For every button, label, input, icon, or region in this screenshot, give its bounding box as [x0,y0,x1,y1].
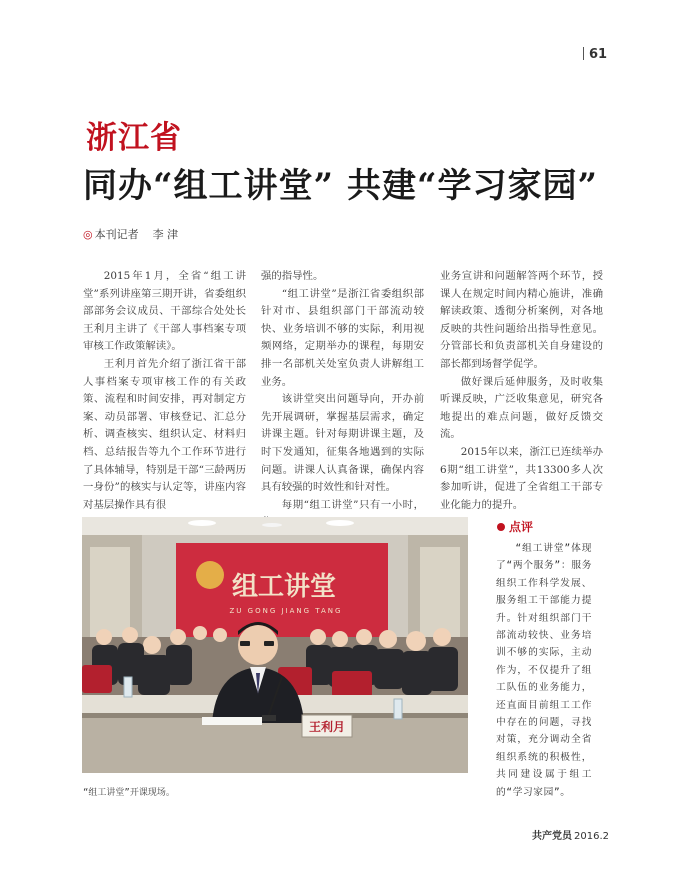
body-column-1 [83,268,246,514]
comment-text: “组工讲堂”体现了“两个服务”：服务组织工作科学发展、服务组工干部能力提升。针对组织部门干部流动较快、业务培训不够的实际，主动作为，不仅提升了组工队伍的业务能力，还直面目前组工工作中存在的问题，寻找对策，充分调动全省组织系统的积极性，共同建设属于组工的“学习家园”。 [496,543,592,798]
paragraph: 做好课后延伸服务，及时收集听课反映，广泛收集意见，研究各地提出的难点问题，做好反馈交流。 [440,375,603,441]
paragraph: 该讲堂突出问题导向，开办前先开展调研，掌握基层需求，确定讲课主题。针对每期讲课主题，及时下发通知，征集各地遇到的实际问题。讲课人认真备课，确保内容具有较强的时效性和针对性。 [261,393,424,494]
paragraph: “组工讲堂”是浙江省委组织部针对市、县组织部门干部流动较快、业务培训不够的实际，利用视频网络，定期举办的课程，每期安排一名部机关处室负责人讲解组工业务。 [261,287,424,388]
photo-caption: “组工讲堂”开课现场。 [83,788,175,798]
comment-heading: 点评 [497,518,533,535]
page-footer [532,827,609,842]
paragraph: 业务宣讲和问题解答两个环节，授课人在规定时间内精心施讲，准确解读政策、透彻分析案例，对各地反映的共性问题给出指导性意见。分管部长和负责部机关自身建设的部长都到场督学促学。 [440,270,603,370]
issue-number: 2016.2 [574,831,609,842]
body-column-3 [440,268,603,514]
bullet-icon: ◎ [83,228,93,241]
banner-pinyin: ZU GONG JIANG TANG [229,607,343,615]
publication-logo: 共产党员 [532,831,572,842]
body-column-2 [261,268,424,532]
lecture-photo [82,517,468,773]
paragraph: 每期“组工讲堂”只有一小时， [281,498,424,511]
byline-author: 李 津 [152,228,179,241]
article-kicker: 浙江省 [86,120,182,156]
paragraph: 强的指导性。 [261,270,324,282]
page-number: 61 [583,47,607,62]
paragraph: 王利月首先介绍了浙江省干部人事档案专项审核工作的有关政策、流程和时间安排，再对制定方案、动员部署、审核登记、汇总分析、调查核实、组织认定、材料归档、总结报告等九个工作环节进行了具体辅导，特别是干部“三龄两历一身份”的核实与认定等，讲座内容对基层操作具有很 [83,357,246,511]
byline-label: 本刊记者 [94,228,139,241]
byline [83,226,178,242]
paragraph: 2015年1月，全省“组工讲堂”系列讲座第三期开讲，省委组织部部务会议成员、干部综合处处长王利月主讲了《干部人事档案专项审核工作政策解读》。 [83,270,246,353]
bullet-dot-icon [497,523,505,531]
article-headline: 同办“组工讲堂” 共建“学习家园” [83,166,599,206]
nameplate-text: 王利月 [308,720,346,734]
paragraph: 2015年以来，浙江已连续举办6期“组工讲堂”，共13300多人次参加听讲，促进了全省组工干部专业化能力的提升。 [440,445,603,511]
banner-title: 组工讲堂 [231,572,337,602]
